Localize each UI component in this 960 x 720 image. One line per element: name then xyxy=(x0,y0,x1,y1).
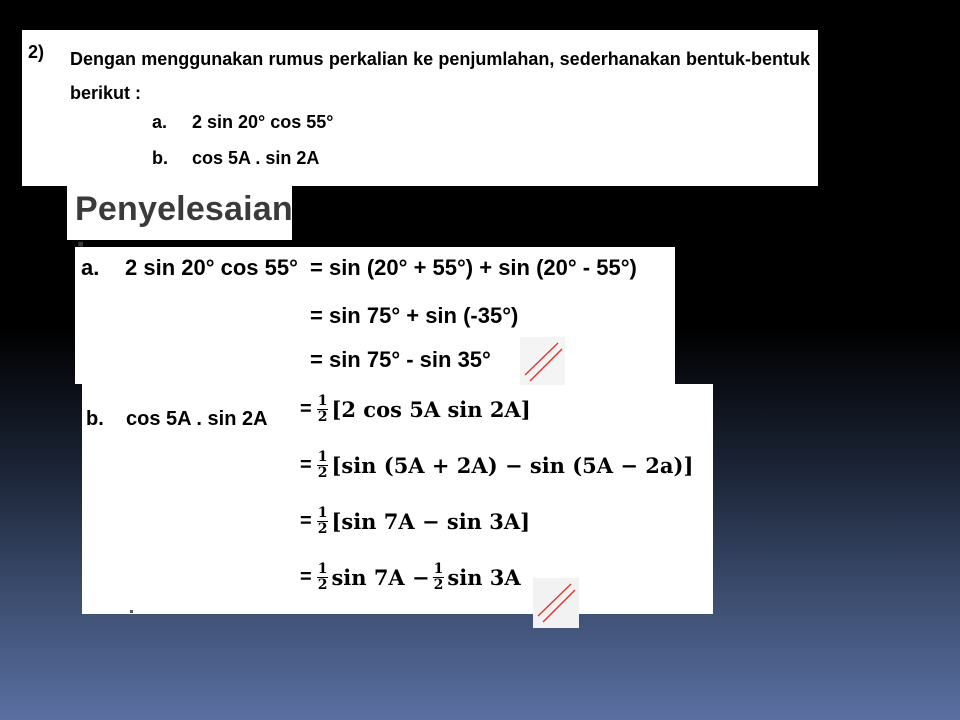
part-b-step-3-expression: [sin 7A − sin 3A] xyxy=(331,509,531,534)
part-a-step-3: = sin 75° - sin 35° xyxy=(310,347,491,372)
fraction-half xyxy=(317,450,329,481)
question-item-label: a. xyxy=(152,112,168,132)
fraction-numerator: 1 xyxy=(317,505,328,521)
part-b-step-1-expression: [2 cos 5A sin 2A] xyxy=(331,397,531,422)
solution-title-panel xyxy=(67,186,292,240)
equals-sign: = xyxy=(300,454,312,476)
part-b-step-3 xyxy=(300,506,530,537)
equals-sign: = xyxy=(300,510,312,532)
fraction-half xyxy=(317,394,329,425)
part-b-label: b. xyxy=(86,408,104,430)
question-item-expression: cos 5A . sin 2A xyxy=(192,148,320,168)
fraction-half xyxy=(317,506,329,537)
part-a-panel xyxy=(75,247,675,384)
part-b-step-2 xyxy=(300,450,693,481)
part-a-label: a. xyxy=(81,255,100,280)
question-text: Dengan menggunakan rumus perkalian ke penjumlahan, sederhanakan bentuk-bentuk berikut : xyxy=(70,49,810,103)
part-a-step-2: = sin 75° + sin (-35°) xyxy=(310,303,519,328)
question-number: 2) xyxy=(28,42,45,62)
equals-sign: = xyxy=(300,398,312,420)
fraction-denominator: 2 xyxy=(317,521,328,537)
part-a-step-1: = sin (20° + 55°) + sin (20° - 55°) xyxy=(310,255,637,280)
part-b-step-1 xyxy=(300,394,531,425)
solution-title: Penyelesaian xyxy=(75,190,293,228)
fraction-numerator: 1 xyxy=(317,449,328,465)
question-panel xyxy=(22,30,818,186)
fraction-numerator: 1 xyxy=(317,393,328,409)
stray-dot xyxy=(130,610,133,613)
part-b-final-first-term: sin 7A − xyxy=(331,565,430,590)
part-b-panel xyxy=(82,384,713,614)
double-slash-mark-icon xyxy=(533,578,579,628)
fraction-numerator: 1 xyxy=(433,561,444,577)
fraction-numerator: 1 xyxy=(317,561,328,577)
double-slash-mark-icon xyxy=(520,337,565,385)
fraction-denominator: 2 xyxy=(317,409,328,425)
fraction-half xyxy=(433,562,445,593)
fraction-half xyxy=(317,562,329,593)
fraction-denominator: 2 xyxy=(433,577,444,593)
equals-sign: = xyxy=(300,566,312,588)
fraction-denominator: 2 xyxy=(317,577,328,593)
part-b-lhs: cos 5A . sin 2A xyxy=(126,408,268,430)
part-b-final-second-term: sin 3A xyxy=(447,565,521,590)
part-a-lhs: 2 sin 20° cos 55° xyxy=(125,255,298,280)
part-b-step-2-expression: [sin (5A + 2A) − sin (5A − 2a)] xyxy=(331,453,694,478)
question-item-expression: 2 sin 20° cos 55° xyxy=(192,112,334,132)
question-item-label: b. xyxy=(152,148,168,168)
part-b-step-4 xyxy=(300,562,521,593)
fraction-denominator: 2 xyxy=(317,465,328,481)
